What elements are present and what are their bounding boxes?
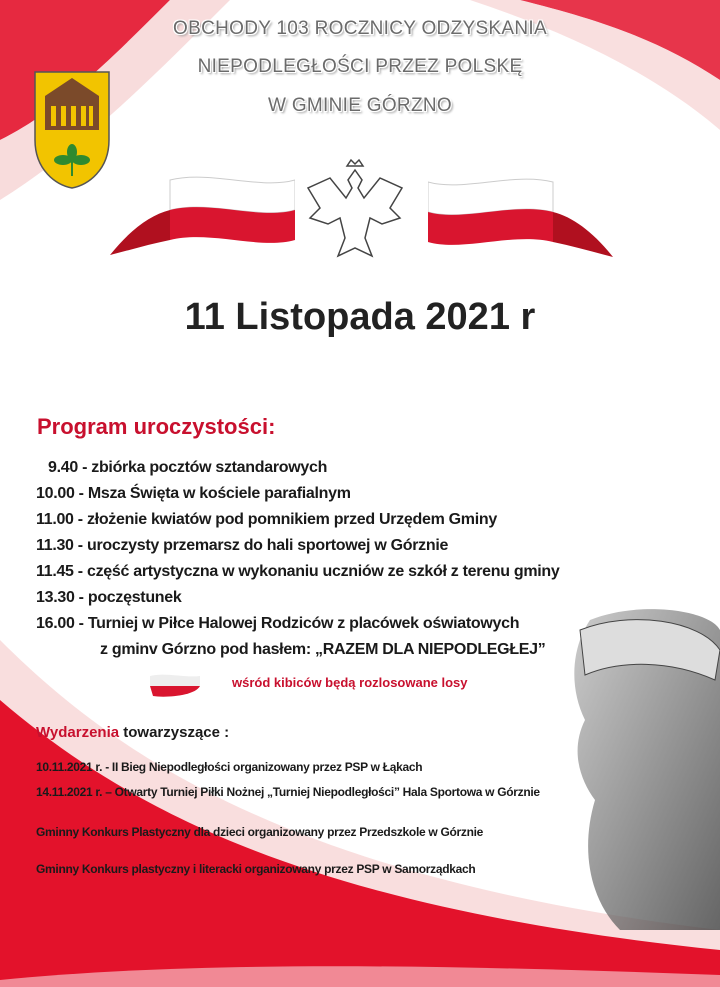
event-item: 14.11.2021 r. – Otwarty Turniej Piłki Nożnej „Turniej Niepodległości” Hala Sportowa w Górznie xyxy=(36,785,540,799)
title-line-3: W GMINIE GÓRZNO xyxy=(268,95,452,116)
program-item: 10.00 - Msza Święta w kościele parafialnym xyxy=(36,485,351,502)
program-heading: Program uroczystości: xyxy=(37,414,276,439)
event-item: Gminny Konkurs plastyczny i literacki organizowany przez PSP w Samorządkach xyxy=(36,862,476,876)
program-item: 11.45 - część artystyczna w wykonaniu uczniów ze szkół z terenu gminy xyxy=(36,563,560,580)
left-flag-ribbon xyxy=(110,170,295,265)
event-item: 10.11.2021 r. - II Bieg Niepodległości organizowany przez PSP w Łąkach xyxy=(36,760,423,774)
program-item: 13.30 - poczęstunek xyxy=(36,589,182,606)
right-flag-ribbon xyxy=(428,172,613,267)
program-item: 16.00 - Turniej w Piłce Halowej Rodziców z placówek oświatowych xyxy=(36,615,520,632)
title-line-2: NIEPODLEGŁOŚCI PRZEZ POLSKĘ xyxy=(197,56,523,77)
program-item: 9.40 - zbiórka pocztów sztandarowych xyxy=(48,459,328,476)
events-heading xyxy=(36,724,229,741)
event-item: Gminny Konkurs Plastyczny dla dzieci organizowany przez Przedszkole w Górznie xyxy=(36,825,484,839)
gorzno-coat-of-arms xyxy=(33,70,111,190)
event-date: 11 Listopada 2021 r xyxy=(184,296,536,338)
title-line-1: OBCHODY 103 ROCZNICY ODZYSKANIA xyxy=(173,18,547,39)
events-heading-rest: towarzyszące : xyxy=(119,724,230,741)
flag-splash-icon xyxy=(145,672,205,700)
polish-eagle-emblem xyxy=(300,158,410,263)
events-heading-red: Wydarzenia xyxy=(36,724,120,741)
lottery-note: wśród kibiców będą rozlosowane losy xyxy=(232,675,468,690)
program-item-continued: z gminv Górzno pod hasłem: „RAZEM DLA NIEPODLEGŁEJ” xyxy=(100,641,546,658)
program-item: 11.30 - uroczysty przemarsz do hali sportowej w Górznie xyxy=(36,537,449,554)
program-item: 11.00 - złożenie kwiatów pod pomnikiem przed Urzędem Gminy xyxy=(36,511,497,528)
